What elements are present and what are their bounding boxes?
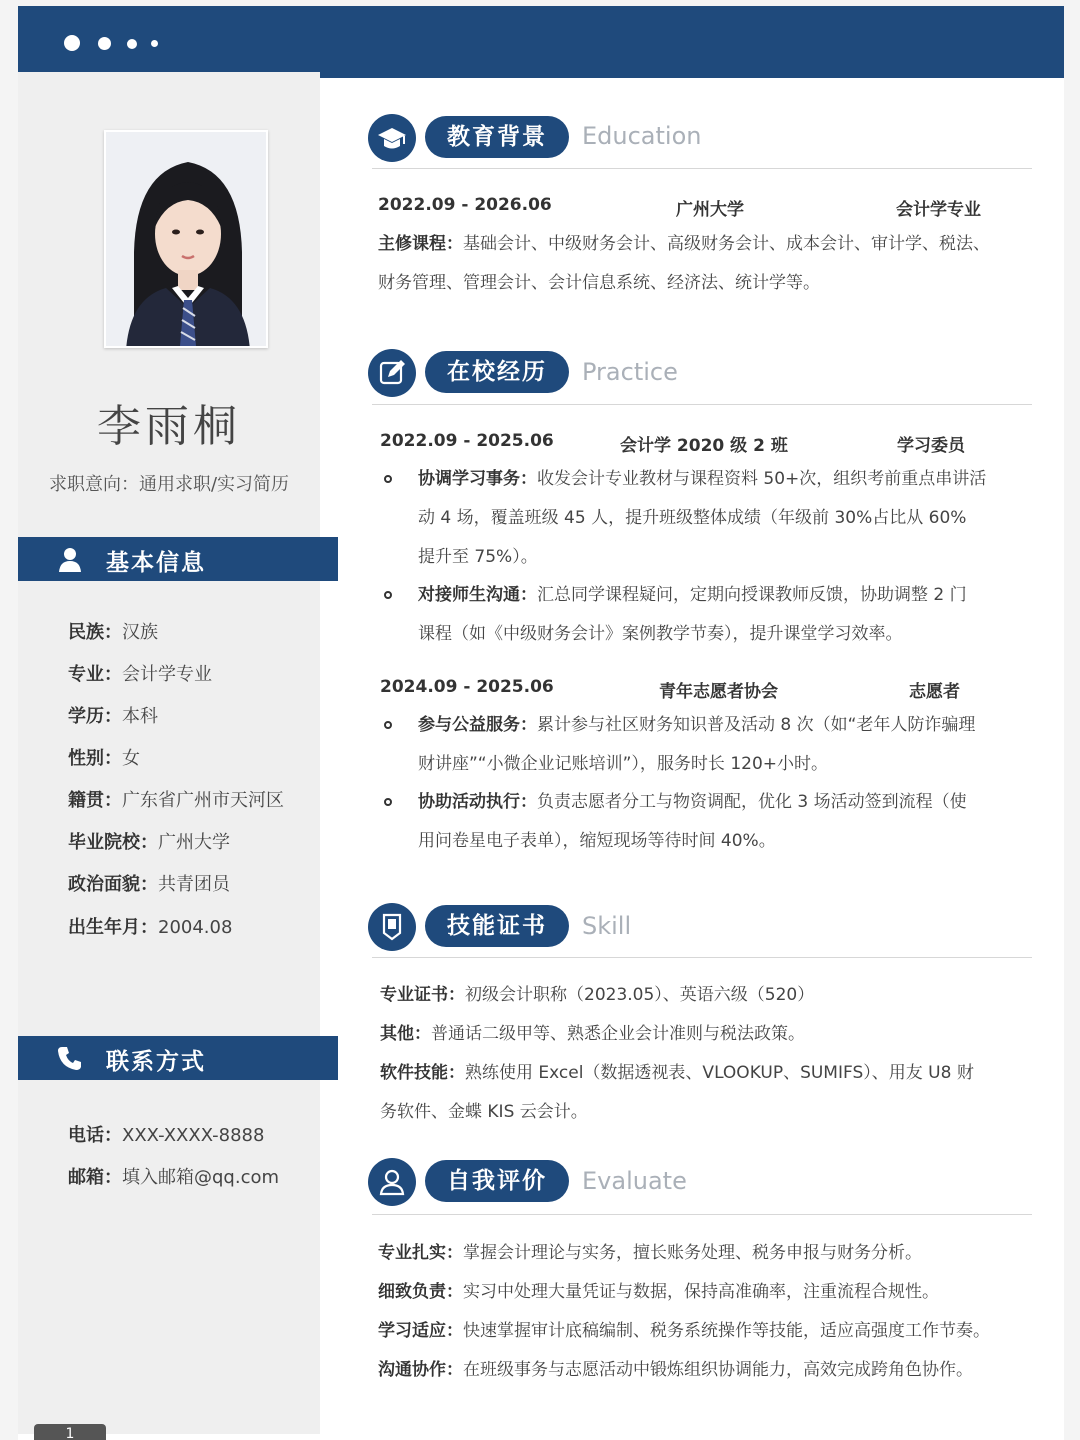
exp1-org: 会计学 2020 级 2 班 [620, 436, 788, 456]
exp1-role: 学习委员 [897, 436, 965, 456]
skill-en-title: Skill [582, 912, 632, 940]
exp2-bullet-2: 协助活动执行：负责志愿者分工与物资调配，优化 3 场活动签到流程（使 用问卷星电子表单），缩短现场等待时间 40%。 [418, 792, 967, 851]
exp2-date: 2024.09 - 2025.06 [380, 677, 554, 697]
dot-icon [151, 40, 158, 47]
job-intent: 求职意向：通用求职/实习简历 [48, 474, 290, 495]
info-ethnicity: 民族：汉族 [68, 622, 158, 643]
basic-info-title: 基本信息 [106, 550, 206, 576]
education-title: 教育背景 [425, 116, 569, 158]
evaluate-item: 细致负责：实习中处理大量凭证与数据，保持高准确率，注重流程合规性。 [378, 1282, 939, 1302]
basic-info-header [18, 537, 338, 581]
edit-icon [368, 349, 416, 397]
contact-phone: 电话：XXX-XXXX-8888 [68, 1125, 265, 1146]
exp1-bullet-2: 对接师生沟通：汇总同学课程疑问，定期向授课教师反馈，协助调整 2 门 课程（如《中级财务会计》案例教学节奏），提升课堂学习效率。 [418, 585, 967, 644]
contact-header [18, 1036, 338, 1080]
info-school: 毕业院校：广州大学 [68, 832, 230, 853]
skill-title: 技能证书 [425, 905, 569, 947]
dot-icon [64, 35, 80, 51]
contact-title: 联系方式 [106, 1049, 206, 1075]
top-bar [18, 6, 1064, 78]
info-political-status: 政治面貌：共青团员 [68, 874, 230, 895]
info-hometown: 籍贯：广东省广州市天河区 [68, 790, 284, 811]
exp1-date: 2022.09 - 2025.06 [380, 431, 554, 451]
bullet-icon [384, 591, 392, 599]
sidebar [18, 72, 320, 1434]
dot-icon [98, 37, 111, 50]
divider [372, 168, 1032, 169]
bullet-icon [384, 475, 392, 483]
evaluate-title: 自我评价 [425, 1160, 569, 1202]
page-tab[interactable]: 1 [34, 1424, 106, 1440]
exp2-role: 志愿者 [909, 682, 960, 702]
divider [372, 404, 1032, 405]
practice-title: 在校经历 [425, 351, 569, 393]
divider [372, 957, 1032, 958]
evaluate-item: 学习适应：快速掌握审计底稿编制、税务系统操作等技能，适应高强度工作节奏。 [378, 1321, 990, 1341]
profile-photo [104, 130, 268, 348]
badge-icon [368, 903, 416, 951]
evaluate-item: 沟通协作：在班级事务与志愿活动中锻炼组织协调能力，高效完成跨角色协作。 [378, 1360, 973, 1380]
person-icon [368, 1158, 416, 1206]
education-major: 会计学专业 [896, 200, 981, 220]
graduation-cap-icon [368, 114, 416, 162]
info-major: 专业：会计学专业 [68, 664, 212, 685]
info-birth: 出生年月：2004.08 [68, 917, 233, 938]
education-date: 2022.09 - 2026.06 [378, 195, 552, 215]
education-en-title: Education [582, 122, 702, 150]
evaluate-content [378, 1234, 1048, 1390]
divider [372, 1214, 1032, 1215]
info-gender: 性别：女 [68, 748, 140, 769]
candidate-name: 李雨桐 [97, 401, 241, 452]
evaluate-en-title: Evaluate [582, 1167, 687, 1195]
info-degree: 学历：本科 [68, 706, 158, 727]
education-courses: 主修课程：基础会计、中级财务会计、高级财务会计、成本会计、审计学、税法、 财务管理、管理会计、会计信息系统、经济法、统计学等。 [378, 234, 990, 293]
user-icon [56, 545, 84, 573]
bullet-icon [384, 798, 392, 806]
dot-icon [127, 39, 137, 49]
education-school: 广州大学 [676, 200, 744, 220]
evaluate-item: 专业扎实：掌握会计理论与实务，擅长账务处理、税务申报与财务分析。 [378, 1243, 922, 1263]
practice-en-title: Practice [582, 358, 678, 386]
contact-email: 邮箱：填入邮箱@qq.com [68, 1167, 280, 1188]
bullet-icon [384, 721, 392, 729]
exp1-bullet-1: 协调学习事务：收发会计专业教材与课程资料 50+次，组织考前重点串讲活 动 4 场，覆盖班级 45 人，提升班级整体成绩（年级前 30%占比从 60% 提升至 75%）。 [418, 469, 987, 567]
phone-icon [56, 1044, 84, 1072]
skill-content: 专业证书：初级会计职称（2023.05）、英语六级（520） 其他：普通话二级甲等、熟悉企业会计准则与税法政策。 软件技能：熟练使用 Excel（数据透视表、VLOOKUP、SUMIFS）、用友 U8 财 务软件、金蝶 KIS 云会计。 [380, 985, 974, 1122]
exp2-bullet-1: 参与公益服务：累计参与社区财务知识普及活动 8 次（如“老年人防诈骗理 财讲座”“小微企业记账培训”），服务时长 120+小时。 [418, 715, 976, 774]
exp2-org: 青年志愿者协会 [659, 682, 778, 702]
